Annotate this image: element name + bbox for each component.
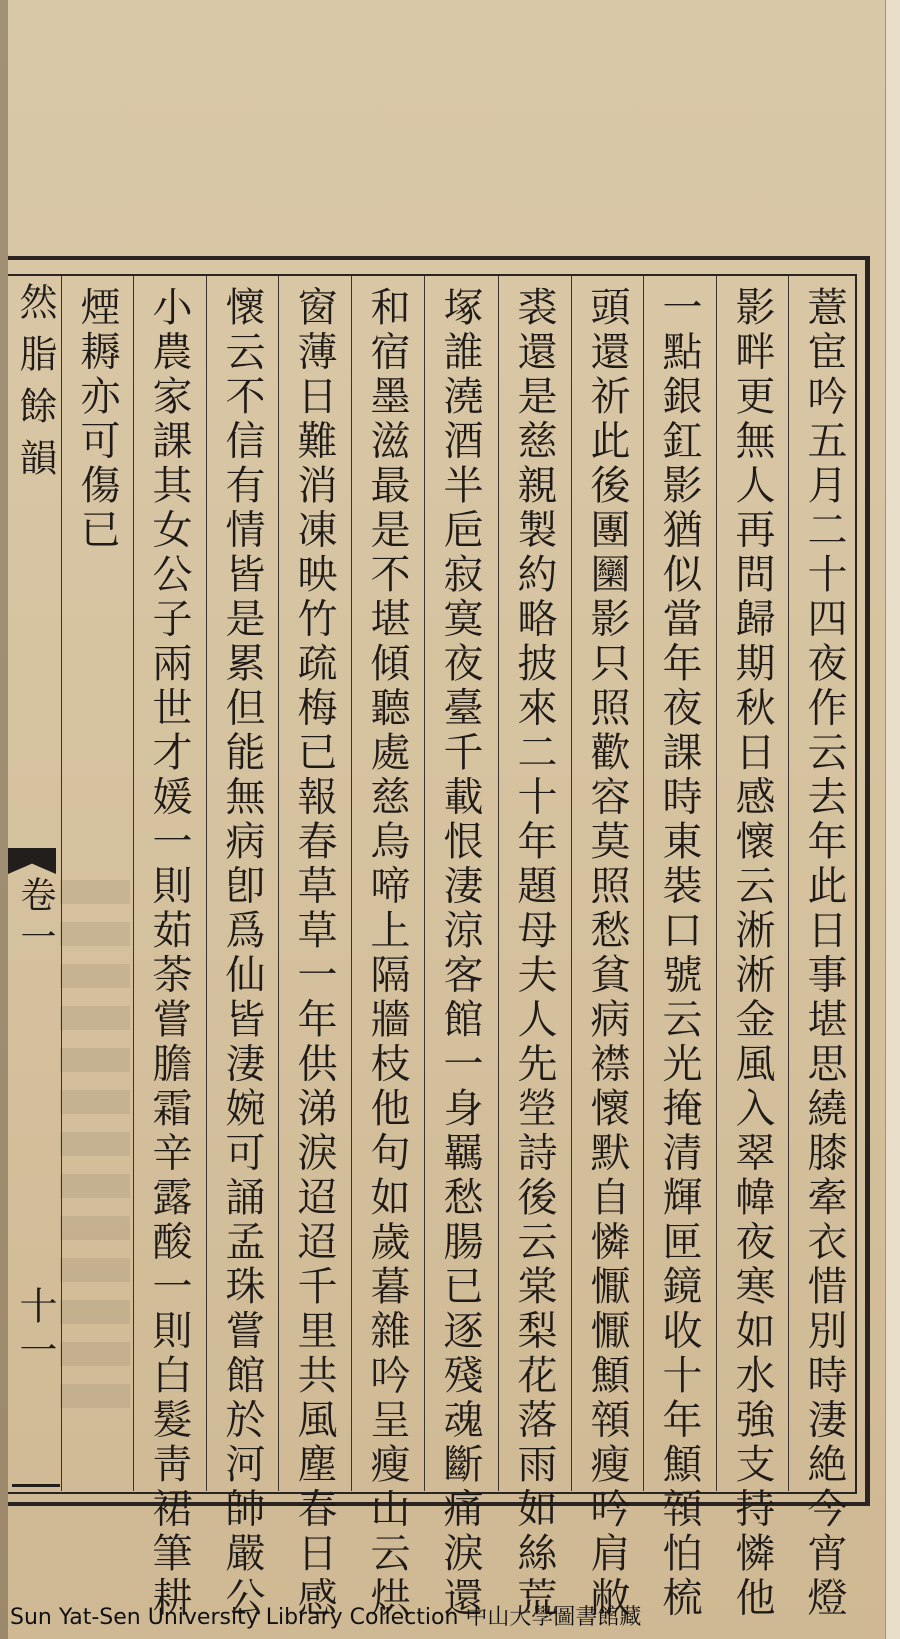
margin-volume: 卷一 (15, 876, 56, 960)
text-column-10-content: 小農家課其女公子兩世才媛一則茹荼嘗膽霜辛露酸一則白髮靑裙筆耕 (146, 286, 192, 1621)
margin-rule (12, 1484, 60, 1487)
text-column-2-content: 影畔更無人再問歸期秋日感懷云淅淅金風入翠幃夜寒如水強支持憐他 (729, 286, 775, 1621)
margin-page-number: 十一 (13, 1286, 57, 1374)
text-column-7-content: 和宿墨滋最是不堪傾聽處慈烏啼上隔牆枝他句如歲暮雜吟呈瘦山云烘 (364, 286, 410, 1621)
text-column-1-content: 薏宦吟五月二十四夜作云去年此日事堪思繞膝牽衣惜別時淒絶今宵燈 (801, 286, 847, 1621)
text-column-6 (424, 276, 494, 1621)
text-column-9 (206, 276, 276, 1621)
text-column-1 (788, 276, 858, 1621)
text-column-2 (716, 276, 786, 1621)
text-column-11 (61, 276, 131, 1491)
text-column-10 (133, 276, 203, 1621)
margin-book-title: 然脂餘韻 (13, 282, 57, 490)
text-column-11-content: 煙耨亦可傷已 (74, 286, 120, 553)
text-column-8 (278, 276, 348, 1621)
block-heart-margin (4, 276, 64, 1486)
text-column-9-content: 懷云不信有情皆是累但能無病卽爲仙皆淒婉可誦孟珠嘗館於河帥嚴公 (219, 286, 265, 1621)
text-column-3 (643, 276, 713, 1621)
text-column-4-content: 頭還祈此後團圞影只照歡容莫照愁貧病襟懷默自憐懨懨顦顇瘦吟肩敝 (584, 286, 630, 1621)
text-column-7 (351, 276, 421, 1621)
text-column-6-content: 塚誰澆酒半巵寂寞夜臺千載恨淒涼客館一身羈愁腸已逐殘魂斷痛淚還 (437, 286, 483, 1621)
text-column-4 (571, 276, 641, 1621)
page-edge-right (885, 0, 900, 1639)
collection-attribution: Sun Yat-Sen University Library Collection 中山大學圖書館藏 (10, 1605, 642, 1630)
text-column-5 (498, 276, 568, 1621)
text-column-5-content: 裘還是慈親製約略披來二十年題母夫人先塋詩後云棠梨花落雨如絲荒 (511, 286, 557, 1621)
text-column-8-content: 窗薄日難消凍映竹疏梅已報春草草一年供涕淚迢迢千里共風塵春日感 (291, 286, 337, 1621)
text-column-3-content: 一點銀釭影猶似當年夜課時東裝口號云光掩清輝匣鏡收十年顦顇怕梳 (656, 286, 702, 1621)
fishtail-mark-icon (8, 848, 56, 874)
